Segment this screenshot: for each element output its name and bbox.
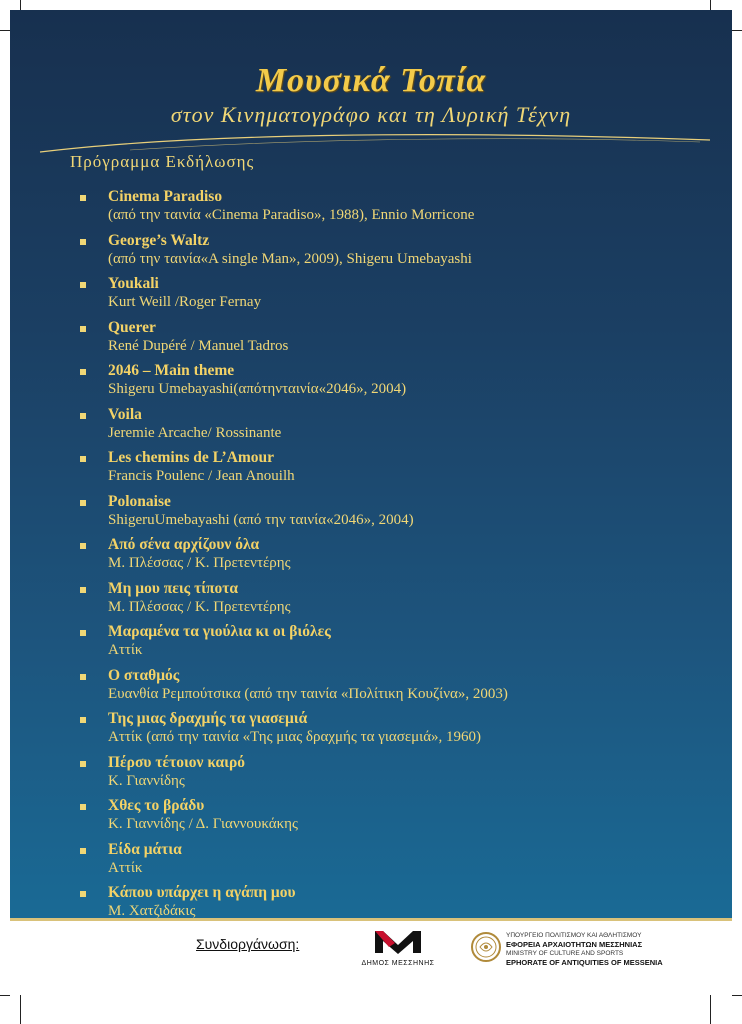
song-credit: Jeremie Arcache/ Rossinante — [108, 424, 282, 441]
ephorate-seal-icon — [470, 931, 502, 963]
crop-mark — [0, 995, 10, 996]
bullet — [80, 239, 86, 245]
crop-mark — [20, 995, 21, 1024]
poster-subtitle: στον Κινηματογράφο και τη Λυρική Τέχνη — [170, 102, 572, 127]
song-title: Από σένα αρχίζουν όλα — [108, 536, 260, 553]
song-title: 2046 – Main theme — [108, 362, 235, 379]
dimos-logo-icon — [373, 929, 423, 955]
list-item — [78, 362, 718, 406]
program-list — [78, 188, 718, 928]
poster-title: Μουσικά Τοπία — [255, 62, 487, 99]
song-credit: Ευανθία Ρεμπούτσικα (από την ταινία «Πολίτικη Κουζίνα», 2003) — [108, 685, 508, 702]
song-credit: René Dupéré / Manuel Tadros — [108, 337, 289, 354]
crop-mark — [732, 30, 742, 31]
bullet — [80, 195, 86, 201]
song-credit: Κ. Γιαννίδης / Δ. Γιαννουκάκης — [108, 816, 298, 832]
ephorate-text — [506, 931, 663, 967]
bullet — [80, 848, 86, 854]
song-title: Πέρσυ τέτοιον καιρό — [108, 753, 246, 771]
crop-mark — [0, 30, 10, 31]
list-item — [78, 188, 718, 232]
bullet — [80, 891, 86, 897]
ephorate-name-en: EPHORATE OF ANTIQUITIES OF MESSENIA — [506, 958, 663, 967]
list-item — [78, 406, 718, 450]
ephorate-ministry-gr: ΥΠΟΥΡΓΕΙΟ ΠΟΛΙΤΙΣΜΟΥ ΚΑΙ ΑΘΛΗΤΙΣΜΟΥ — [506, 932, 642, 939]
bullet — [80, 282, 86, 288]
list-item — [78, 449, 718, 493]
song-credit: Αττίκ — [108, 859, 143, 876]
song-credit: Μ. Χατζιδάκις — [108, 903, 196, 919]
dimos-messinis-logo — [358, 929, 438, 967]
song-credit: Μ. Πλέσσας / Κ. Πρετεντέρης — [108, 598, 291, 615]
list-item — [78, 754, 718, 798]
song-credit: Κ. Γιαννίδης — [108, 772, 185, 789]
song-title: Ο σταθμός — [108, 666, 180, 684]
list-item — [78, 536, 718, 580]
song-title: Κάπου υπάρχει η αγάπη μου — [108, 884, 296, 901]
bullet — [80, 413, 86, 419]
crop-mark — [20, 0, 21, 10]
footer — [0, 921, 742, 981]
song-title: George’s Waltz — [108, 231, 210, 249]
list-item — [78, 667, 718, 711]
coorganization-label: Συνδιοργάνωση: — [196, 936, 300, 952]
song-credit: Shigeru Umebayashi(απότηνταινία«2046», 2004) — [108, 381, 407, 397]
list-item — [78, 275, 718, 319]
list-item — [78, 841, 718, 885]
song-credit: (από την ταινία «Cinema Paradiso», 1988), Ennio Morricone — [108, 207, 475, 223]
song-title: Χθες το βράδυ — [108, 797, 205, 814]
bullet — [80, 674, 86, 680]
bullet — [80, 456, 86, 462]
song-title: Μη μου πεις τίποτα — [108, 579, 239, 597]
bullet — [80, 717, 86, 723]
song-credit: Kurt Weill /Roger Fernay — [108, 294, 262, 310]
dimos-label: ΔΗΜΟΣ ΜΕΣΣΗΝΗΣ — [361, 960, 435, 967]
bullet — [80, 630, 86, 636]
bullet — [80, 326, 86, 332]
list-item — [78, 493, 718, 537]
ephorate-name-gr: ΕΦΟΡΕΙΑ ΑΡΧΑΙΟΤΗΤΩΝ ΜΕΣΣΗΝΙΑΣ — [506, 940, 643, 949]
crop-mark — [710, 995, 711, 1024]
song-title: Youkali — [108, 275, 159, 292]
bullet — [80, 500, 86, 506]
song-title: Voila — [108, 405, 142, 423]
crop-mark — [732, 995, 742, 996]
bullet — [80, 761, 86, 767]
list-item — [78, 232, 718, 276]
song-title: Μαραμένα τα γιούλια κι οι βιόλες — [108, 623, 331, 640]
bullet — [80, 369, 86, 375]
list-item — [78, 623, 718, 667]
bullet — [80, 543, 86, 549]
song-title: Της μιας δραχμής τα γιασεμιά — [108, 710, 308, 727]
list-item — [78, 580, 718, 624]
ephorate-ministry-en: MINISTRY OF CULTURE AND SPORTS — [506, 950, 624, 957]
song-title: Les chemins de L’Amour — [108, 449, 275, 466]
poster — [10, 10, 732, 921]
list-item — [78, 319, 718, 363]
bullet — [80, 587, 86, 593]
song-credit: Francis Poulenc / Jean Anouilh — [108, 468, 295, 484]
program-heading: Πρόγραμμα Εκδήλωσης — [70, 152, 255, 171]
song-credit: Αττίκ — [108, 642, 143, 658]
song-credit: Μ. Πλέσσας / Κ. Πρετεντέρης — [108, 555, 291, 571]
song-title: Querer — [108, 318, 156, 336]
song-credit: Αττίκ (από την ταινία «Της μιας δραχμής τα γιασεμιά», 1960) — [108, 729, 482, 745]
song-title: Είδα μάτια — [108, 840, 182, 858]
list-item — [78, 710, 718, 754]
song-title: Polonaise — [108, 492, 171, 510]
list-item — [78, 797, 718, 841]
song-title: Cinema Paradiso — [108, 188, 223, 205]
song-credit: (από την ταινία«A single Man», 2009), Shigeru Umebayashi — [108, 250, 472, 267]
crop-mark — [710, 0, 711, 10]
bullet — [80, 804, 86, 810]
song-credit: ShigeruUmebayashi (από την ταινία«2046», 2004) — [108, 511, 414, 528]
